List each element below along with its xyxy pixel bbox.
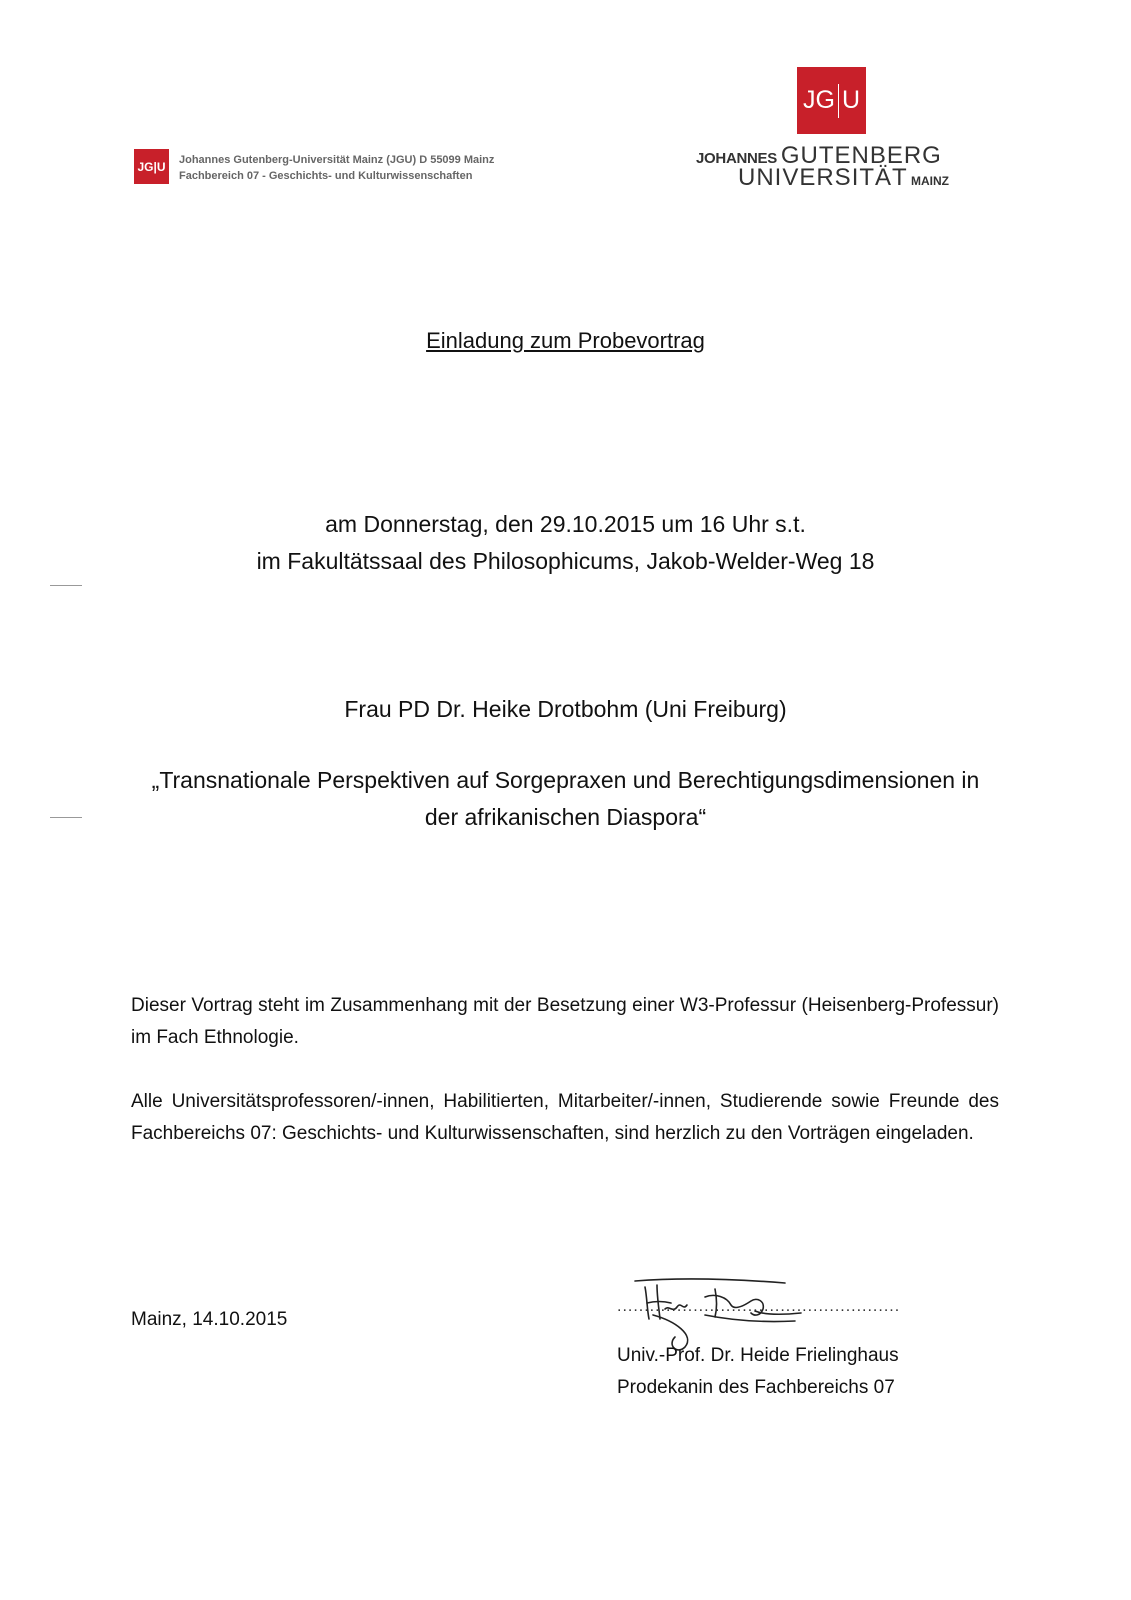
date-line: am Donnerstag, den 29.10.2015 um 16 Uhr s.t. bbox=[325, 511, 806, 537]
location-line: im Fakultätssaal des Philosophicums, Jakob-Welder-Weg 18 bbox=[256, 548, 875, 574]
talk-title-line-1: „Transnationale Perspektiven auf Sorgepraxen und Berechtigungsdimensionen in bbox=[151, 767, 980, 793]
place-date: Mainz, 14.10.2015 bbox=[131, 1309, 288, 1330]
jgu-large-logo: JG U bbox=[797, 67, 866, 134]
university-wordmark-line-1: JOHANNES GUTENBERG bbox=[696, 142, 942, 169]
paragraph-context: Dieser Vortrag steht im Zusammenhang mit der Besetzung einer W3-Professur (Heisenberg-Professur) im Fach Ethnologie. bbox=[131, 995, 999, 1048]
talk-title-line-2: der afrikanischen Diaspora“ bbox=[424, 804, 707, 830]
fold-mark bbox=[50, 817, 82, 818]
fold-mark bbox=[50, 585, 82, 586]
signer-title: Prodekanin des Fachbereichs 07 bbox=[617, 1377, 895, 1398]
event-details bbox=[0, 506, 1131, 580]
sender-line-2: Fachbereich 07 - Geschichts- und Kulturwissenschaften bbox=[179, 170, 473, 182]
talk-title bbox=[0, 762, 1131, 836]
sender-block bbox=[179, 152, 494, 184]
jgu-small-logo: JG|U bbox=[134, 149, 169, 184]
page-title: Einladung zum Probevortrag bbox=[426, 328, 705, 353]
paragraph-invitation: Alle Universitätsprofessoren/-innen, Habilitierten, Mitarbeiter/-innen, Studierende sowie Freunde des Fachbereichs 07: Geschichts- und Kulturwissenschaften, sind herzlich zu den Vorträgen eingeladen. bbox=[131, 1091, 999, 1144]
sender-line-1: Johannes Gutenberg-Universität Mainz (JGU) D 55099 Mainz bbox=[179, 154, 495, 166]
speaker: Frau PD Dr. Heike Drotbohm (Uni Freiburg) bbox=[344, 696, 787, 722]
signer-name: Univ.-Prof. Dr. Heide Frielinghaus bbox=[617, 1345, 899, 1366]
university-wordmark-line-2: UNIVERSITÄT MAINZ bbox=[738, 164, 950, 191]
signature-line: .................................................... bbox=[617, 1298, 901, 1315]
